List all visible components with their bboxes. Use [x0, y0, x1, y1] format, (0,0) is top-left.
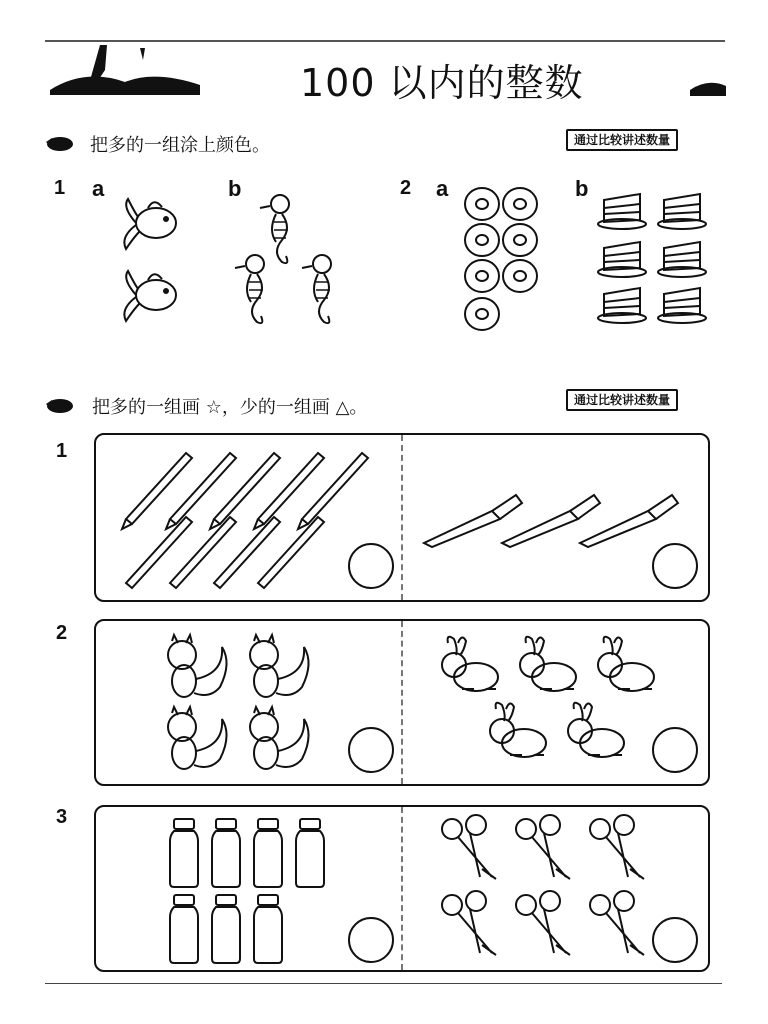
cake-slice-group-icon[interactable] — [596, 186, 708, 326]
donut-group-icon[interactable] — [462, 186, 542, 336]
problem-a2-group-b-label: b — [575, 176, 589, 201]
problem-b1-number: 1 — [56, 440, 68, 462]
section-b-instruction: 把多的一组画 ☆，少的一组画 △。 — [92, 397, 368, 418]
seahorse-icon[interactable] — [300, 252, 340, 330]
decorative-scene-icon — [45, 40, 205, 95]
answer-circle-left[interactable] — [348, 727, 394, 773]
goldfish-icon[interactable] — [118, 265, 180, 325]
problem-b3-box — [94, 805, 710, 972]
box-divider — [401, 621, 403, 784]
answer-circle-right[interactable] — [652, 543, 698, 589]
seahorse-icon[interactable] — [233, 252, 273, 330]
section-a-skill-stamp: 通过比较讲述数量 — [566, 129, 678, 151]
page-title: 100 以内的整数 — [300, 61, 584, 105]
goldfish-icon[interactable] — [118, 193, 180, 253]
problem-b1-box — [94, 433, 710, 602]
problem-b2-box — [94, 619, 710, 786]
bottle-group-icon[interactable] — [170, 817, 330, 965]
pencil-group-icon[interactable] — [116, 449, 376, 589]
scissors-group-icon[interactable] — [440, 813, 650, 961]
answer-circle-left[interactable] — [348, 543, 394, 589]
problem-a2-group-a-label: a — [436, 176, 449, 201]
box-divider — [401, 807, 403, 970]
section-b-bullet-icon — [44, 396, 74, 414]
box-divider — [401, 435, 403, 600]
section-a-bullet-icon — [44, 134, 74, 152]
problem-a2-number: 2 — [400, 177, 412, 199]
footer-rule — [45, 983, 722, 984]
pen-group-icon[interactable] — [422, 487, 682, 551]
problem-b2-number: 2 — [56, 622, 68, 644]
answer-circle-right[interactable] — [652, 727, 698, 773]
problem-a1-group-a-label: a — [92, 176, 105, 201]
section-b-skill-stamp: 通过比较讲述数量 — [566, 389, 678, 411]
rabbit-group-icon[interactable] — [434, 635, 634, 767]
problem-a1-number: 1 — [54, 177, 66, 199]
problem-a1-group-b-label: b — [228, 176, 242, 201]
section-a-instruction: 把多的一组涂上颜色。 — [90, 135, 270, 156]
decorative-corner-icon — [690, 72, 726, 96]
problem-b3-number: 3 — [56, 806, 68, 828]
squirrel-group-icon[interactable] — [162, 633, 322, 775]
answer-circle-right[interactable] — [652, 917, 698, 963]
answer-circle-left[interactable] — [348, 917, 394, 963]
